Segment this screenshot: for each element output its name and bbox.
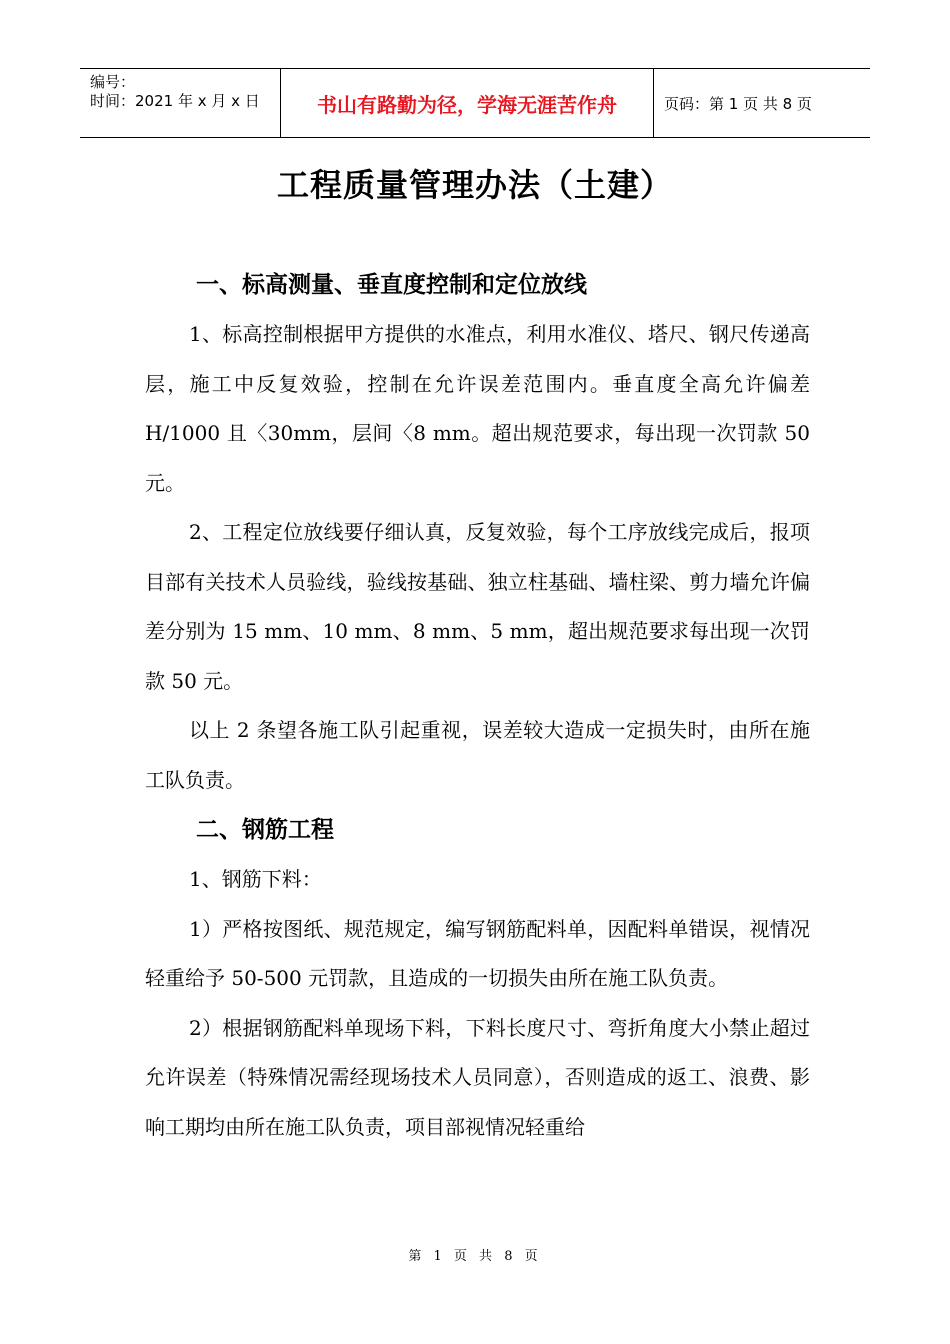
document-time-label: 时间：2021 年 x 月 x 日 [90,92,260,110]
document-body [145,260,810,1152]
header-page-info: 页码：第 1 页 共 8 页 [664,94,812,113]
header-table [80,68,870,138]
paragraph: 2）根据钢筋配料单现场下料，下料长度尺寸、弯折角度大小禁止超过允许误差（特殊情况需经现场技术人员同意），否则造成的返工、浪费、影响工期均由所在施工队负责，项目部视情况轻重给 [145,1015,810,1139]
paragraph: 以上 2 条望各施工队引起重视，误差较大造成一定损失时，由所在施工队负责。 [145,718,810,792]
document-title: 工程质量管理办法（土建） [276,166,673,204]
document-number-label: 编号： [90,73,136,91]
paragraph: 1、标高控制根据甲方提供的水准点，利用水准仪、塔尺、钢尺传递高层，施工中反复效验，控制在允许误差范围内。垂直度全高允许偏差 H/1000 且〈30mm，层间〈8 mm。超出规范要求，每出现一次罚款 50 元。 [145,322,810,495]
paragraph: 1、钢筋下料： [189,867,322,891]
section-heading-2: 二、钢筋工程 [196,817,334,843]
header-motto: 书山有路勤为径，学海无涯苦作舟 [281,69,654,137]
header-meta-cell [80,69,281,137]
paragraph: 1）严格按图纸、规范规定，编写钢筋配料单，因配料单错误，视情况轻重给予 50-500 元罚款，且造成的一切损失由所在施工队负责。 [145,916,810,990]
page-footer: 第 1 页 共 8 页 [408,1249,542,1264]
section-heading-1: 一、标高测量、垂直度控制和定位放线 [196,272,587,298]
paragraph: 2、工程定位放线要仔细认真，反复效验，每个工序放线完成后，报项目部有关技术人员验线，验线按基础、独立柱基础、墙柱梁、剪力墙允许偏差分别为 15 mm、10 mm、8 mm、5 mm，超出规范要求每出现一次罚款 50 元。 [145,520,810,693]
